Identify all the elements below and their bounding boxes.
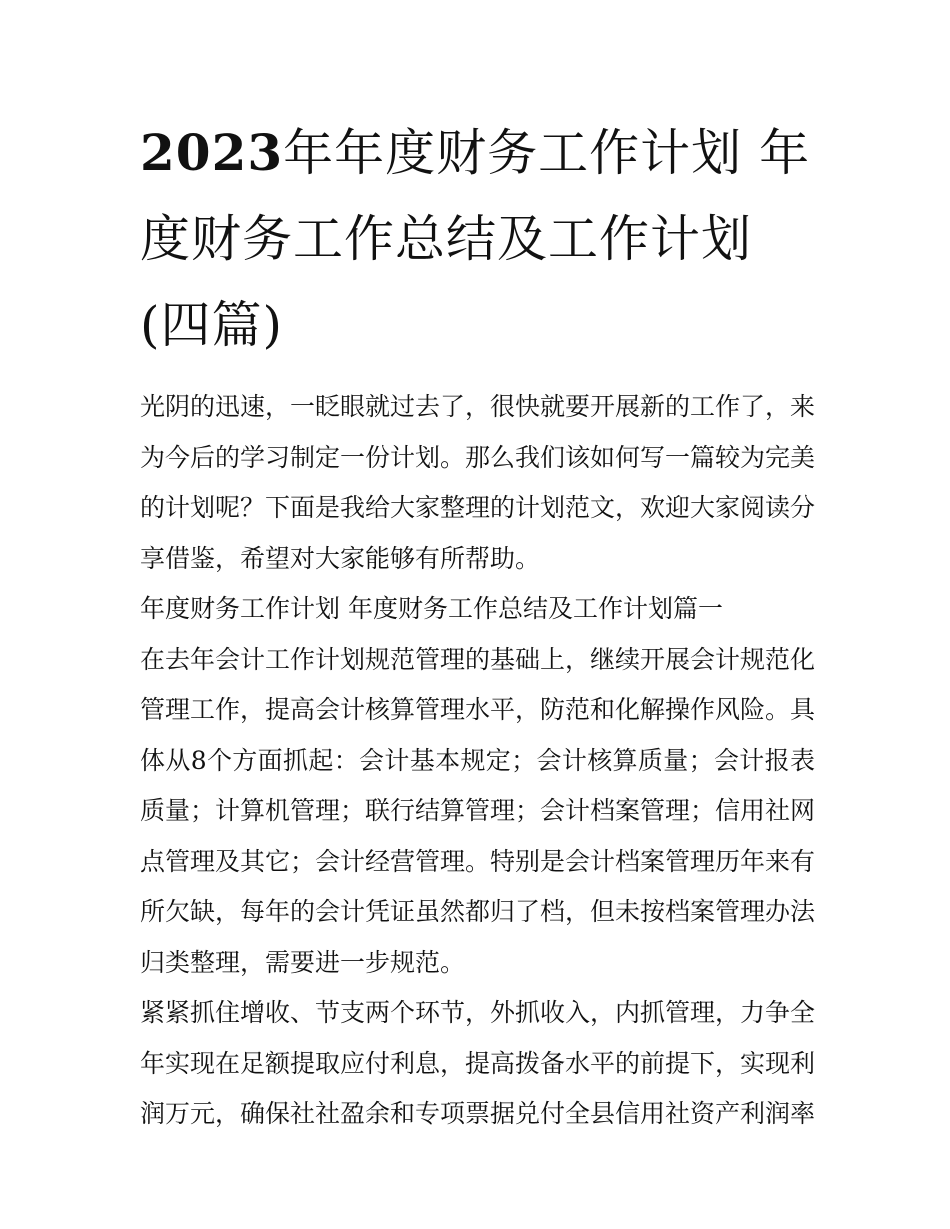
document-body xyxy=(140,382,815,1140)
section-heading: 年度财务工作计划 年度财务工作总结及工作计划篇一 xyxy=(140,594,723,623)
title-text: 年年度财务工作计划 年度财务工作总结及工作计划(四篇) xyxy=(140,124,811,354)
body-paragraph: 在去年会计工作计划规范管理的基础上，继续开展会计规范化管理工作，提高会计核算管理水平，防范和化解操作风险。具体从8个方面抓起：会计基本规定；会计核算质量；会计报表质量；计算机管理；联行结算管理；会计档案管理；信用社网点管理及其它；会计经营管理。特别是会计档案管理历年来有所欠缺，每年的会计凭证虽然都归了档，但未按档案管理办法归类整理，需要进一步规范。 xyxy=(140,644,816,977)
document-page xyxy=(140,110,815,1140)
body-paragraph: 紧紧抓住增收、节支两个环节，外抓收入，内抓管理，力争全年实现在足额提取应付利息，提高拨备水平的前提下，实现利润万元，确保社社盈余和专项票据兑付全县信用社资产利润率 xyxy=(140,998,816,1128)
document-title xyxy=(140,110,815,368)
title-year: 2023 xyxy=(140,123,284,182)
intro-paragraph: 光阴的迅速，一眨眼就过去了，很快就要开展新的工作了，来为今后的学习制定一份计划。那么我们该如何写一篇较为完美的计划呢？下面是我给大家整理的计划范文，欢迎大家阅读分享借鉴，希望对大家能够有所帮助。 xyxy=(140,392,816,573)
